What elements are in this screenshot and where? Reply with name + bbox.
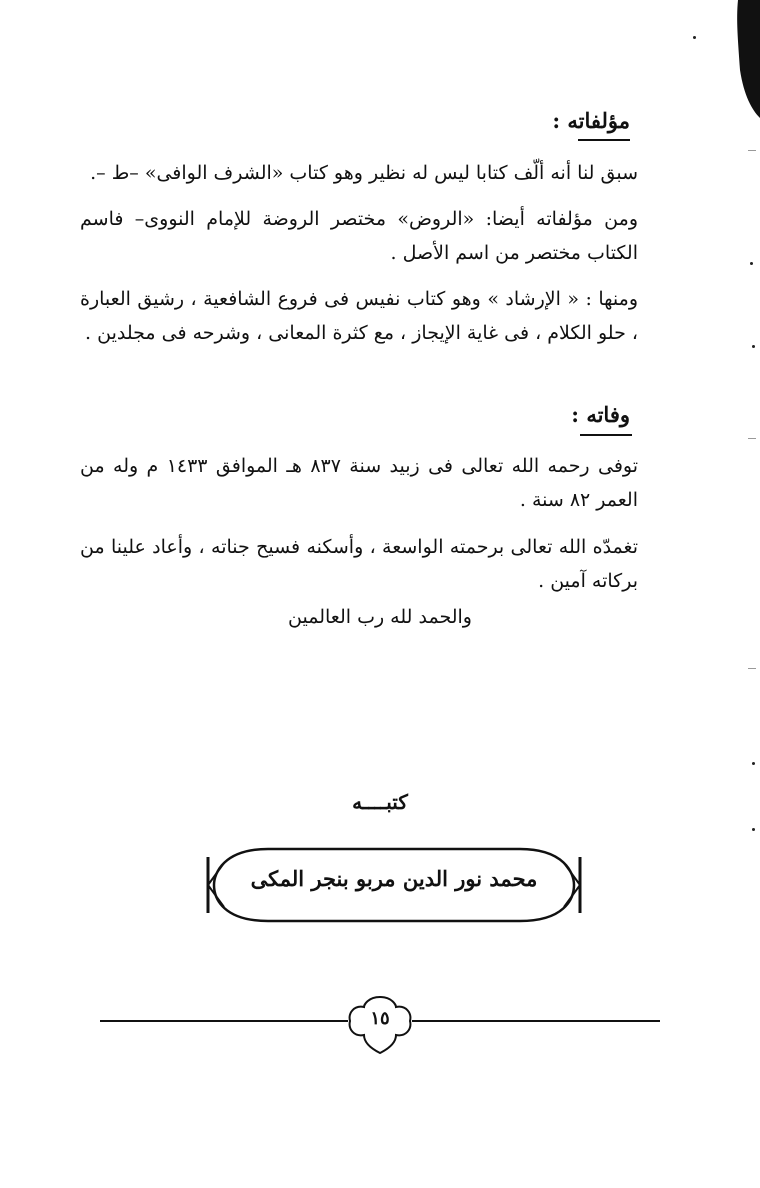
death-heading-underline (580, 434, 632, 436)
page-number: ١٥ (370, 1008, 390, 1029)
speck (693, 36, 696, 39)
written-by-label: كتبــــه (352, 790, 408, 814)
signer-name: محمد نور الدين مربو بنجر المكى (250, 866, 538, 891)
death-heading: وفاته : (571, 402, 630, 427)
margin-mark (748, 438, 756, 439)
works-heading: مؤلفاته : (552, 108, 630, 133)
works-paragraph-2: ومن مؤلفاته أيضا: «الروض» مختصر الروضة للإمام النووى– فاسم الكتاب مختصر من اسم الأصل . (80, 208, 638, 264)
death-paragraph-2: تغمدّه الله تعالى برحمته الواسعة ، وأسكنه فسيح جناته ، وأعاد علينا من بركاته آمين . (80, 536, 638, 592)
works-heading-underline (578, 139, 630, 141)
speck (750, 262, 753, 265)
death-paragraph-1: توفى رحمه الله تعالى فى زبيد سنة ٨٣٧ هـ الموافق ١٤٣٣ م وله من العمر ٨٢ سنة . (80, 455, 639, 511)
closing-praise: والحمد لله رب العالمين (288, 606, 472, 628)
margin-mark (748, 150, 756, 151)
works-paragraph-1: سبق لنا أنه ألّف كتابا ليس له نظير وهو كتاب «الشرف الوافى» –ط –. (90, 162, 638, 184)
works-paragraph-3: ومنها : « الإرشاد » وهو كتاب نفيس فى فروع الشافعية ، رشيق العبارة ، حلو الكلام ، فى غاية الإيجاز ، مع كثرة المعانى ، وشرحه فى مجلدين . (80, 288, 638, 344)
speck (752, 345, 755, 348)
page-edge-shadow (730, 0, 760, 120)
speck (752, 828, 755, 831)
margin-mark (748, 668, 756, 669)
speck (752, 762, 755, 765)
